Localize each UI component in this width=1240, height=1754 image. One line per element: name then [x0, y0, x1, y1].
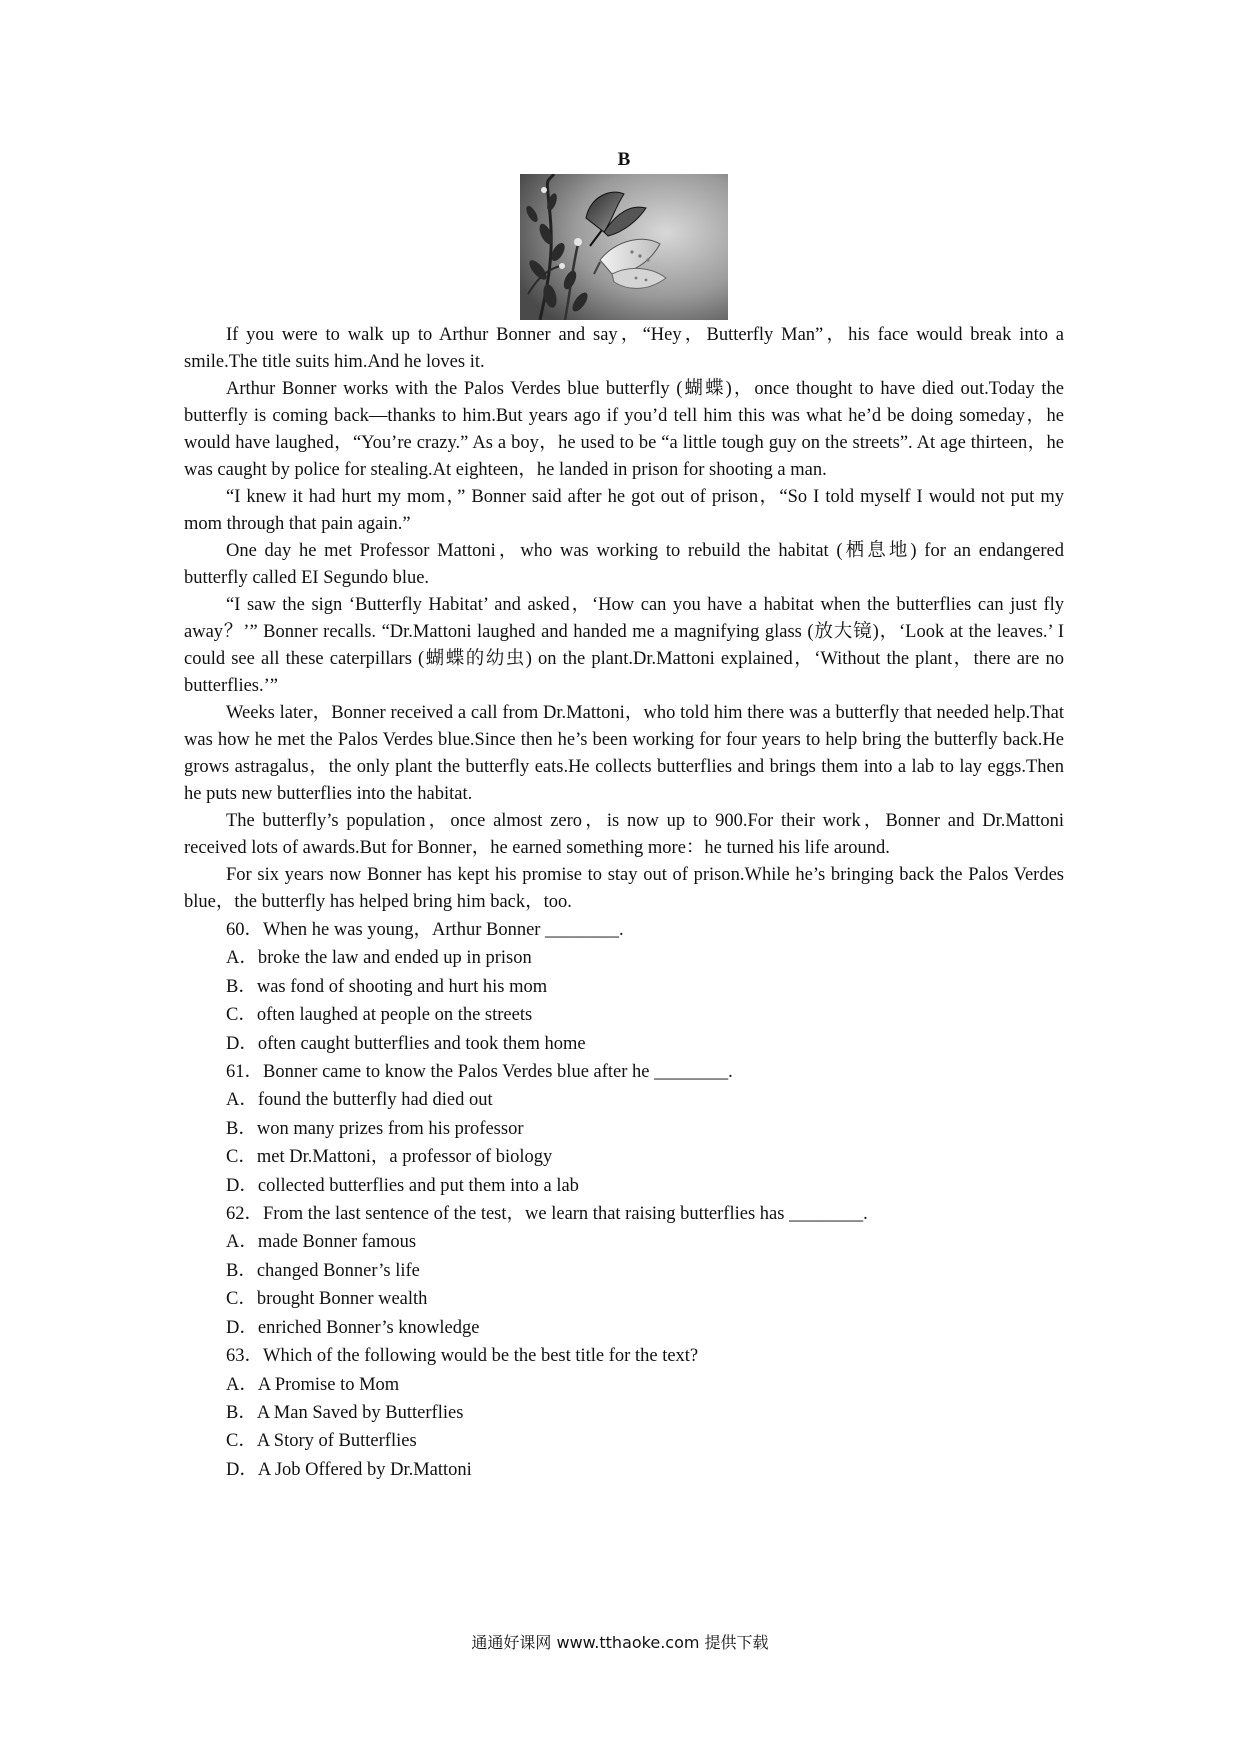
answer-option: C．brought Bonner wealth — [226, 1289, 428, 1310]
answer-option: D．enriched Bonner’s knowledge — [226, 1317, 480, 1338]
question-stem: 61．Bonner came to know the Palos Verdes blue after he ________. — [226, 1062, 733, 1083]
paragraph: “I knew it had hurt my mom，” Bonner said after he got out of prison，“So I told myself I would not put my mom through that pain again.” — [184, 487, 1064, 534]
passage — [184, 322, 1064, 916]
answer-option: D．A Job Offered by Dr.Mattoni — [226, 1459, 472, 1480]
paragraph: Arthur Bonner works with the Palos Verdes blue butterfly (蝴蝶)，once thought to have died out.Today the butterfly is coming back—thanks to him.But years ago if you’d tell him this was what he’d be doing someday，he would have laughed，“You’re crazy.” As a boy，he used to be “a little tough guy on the streets”. At age thirteen，he was caught by police for stealing.At eighteen，he landed in prison for shooting a man. — [184, 379, 1064, 480]
answer-option: B．was fond of shooting and hurt his mom — [226, 976, 548, 997]
page-footer: 通通好课网 www.tthaoke.com 提供下载 — [471, 1633, 769, 1652]
question-stem: 62．From the last sentence of the test，we learn that raising butterflies has ________. — [226, 1204, 868, 1225]
question-63 — [184, 1342, 1064, 1484]
section-label: B — [617, 149, 631, 170]
butterfly-photo — [520, 174, 728, 320]
paragraph: “I saw the sign ‘Butterfly Habitat’ and asked，‘How can you have a habitat when the butterflies can just fly away？’” Bonner recalls. “Dr.Mattoni laughed and handed me a magnifying glass (放大镜)，‘Look at the leaves.’ I could see all these caterpillars (蝴蝶的幼虫) on the plant.Dr.Mattoni explained，‘Without the plant，there are no butterflies.’” — [184, 595, 1064, 696]
paragraph: Weeks later，Bonner received a call from Dr.Mattoni，who told him there was a butterfly that needed help.That was how he met the Palos Verdes blue.Since then he’s been working for four years to help bring the butterfly back.He grows astragalus，the only plant the butterfly eats.He collects butterflies and brings them into a lab to lay eggs.Then he puts new butterflies into the habitat. — [184, 703, 1064, 804]
question-61 — [184, 1058, 1064, 1200]
question-stem: 63．Which of the following would be the best title for the text? — [226, 1346, 699, 1367]
answer-option: A．found the butterfly had died out — [226, 1090, 493, 1111]
answer-option: B．changed Bonner’s life — [226, 1260, 420, 1281]
answer-option: D．often caught butterflies and took them home — [226, 1033, 586, 1054]
questions — [184, 916, 1064, 1484]
answer-option: B．won many prizes from his professor — [226, 1118, 524, 1139]
paragraph: The butterfly’s population，once almost zero，is now up to 900.For their work，Bonner and Dr.Mattoni received lots of awards.But for Bonner，he earned something more：he turned his life around. — [184, 811, 1064, 858]
paragraph: For six years now Bonner has kept his promise to stay out of prison.While he’s bringing back the Palos Verdes blue，the butterfly has helped bring him back，too. — [184, 865, 1064, 912]
paragraph: One day he met Professor Mattoni，who was working to rebuild the habitat (栖息地) for an endangered butterfly called EI Segundo blue. — [184, 541, 1064, 588]
answer-option: C．often laughed at people on the streets — [226, 1005, 533, 1026]
answer-option: C．met Dr.Mattoni，a professor of biology — [226, 1147, 553, 1168]
answer-option: A．A Promise to Mom — [226, 1374, 400, 1395]
question-60 — [184, 916, 1064, 1058]
answer-option: D．collected butterflies and put them into a lab — [226, 1175, 579, 1196]
answer-option: B．A Man Saved by Butterflies — [226, 1402, 464, 1423]
document-page — [184, 150, 1064, 1484]
question-62 — [184, 1200, 1064, 1342]
paragraph: If you were to walk up to Arthur Bonner and say，“Hey，Butterfly Man”，his face would break into a smile.The title suits him.And he loves it. — [184, 325, 1064, 372]
answer-option: C．A Story of Butterflies — [226, 1431, 417, 1452]
photo-container — [184, 174, 1064, 320]
answer-option: A．made Bonner famous — [226, 1232, 417, 1253]
answer-option: A．broke the law and ended up in prison — [226, 948, 532, 969]
question-stem: 60．When he was young，Arthur Bonner ________. — [226, 920, 624, 940]
